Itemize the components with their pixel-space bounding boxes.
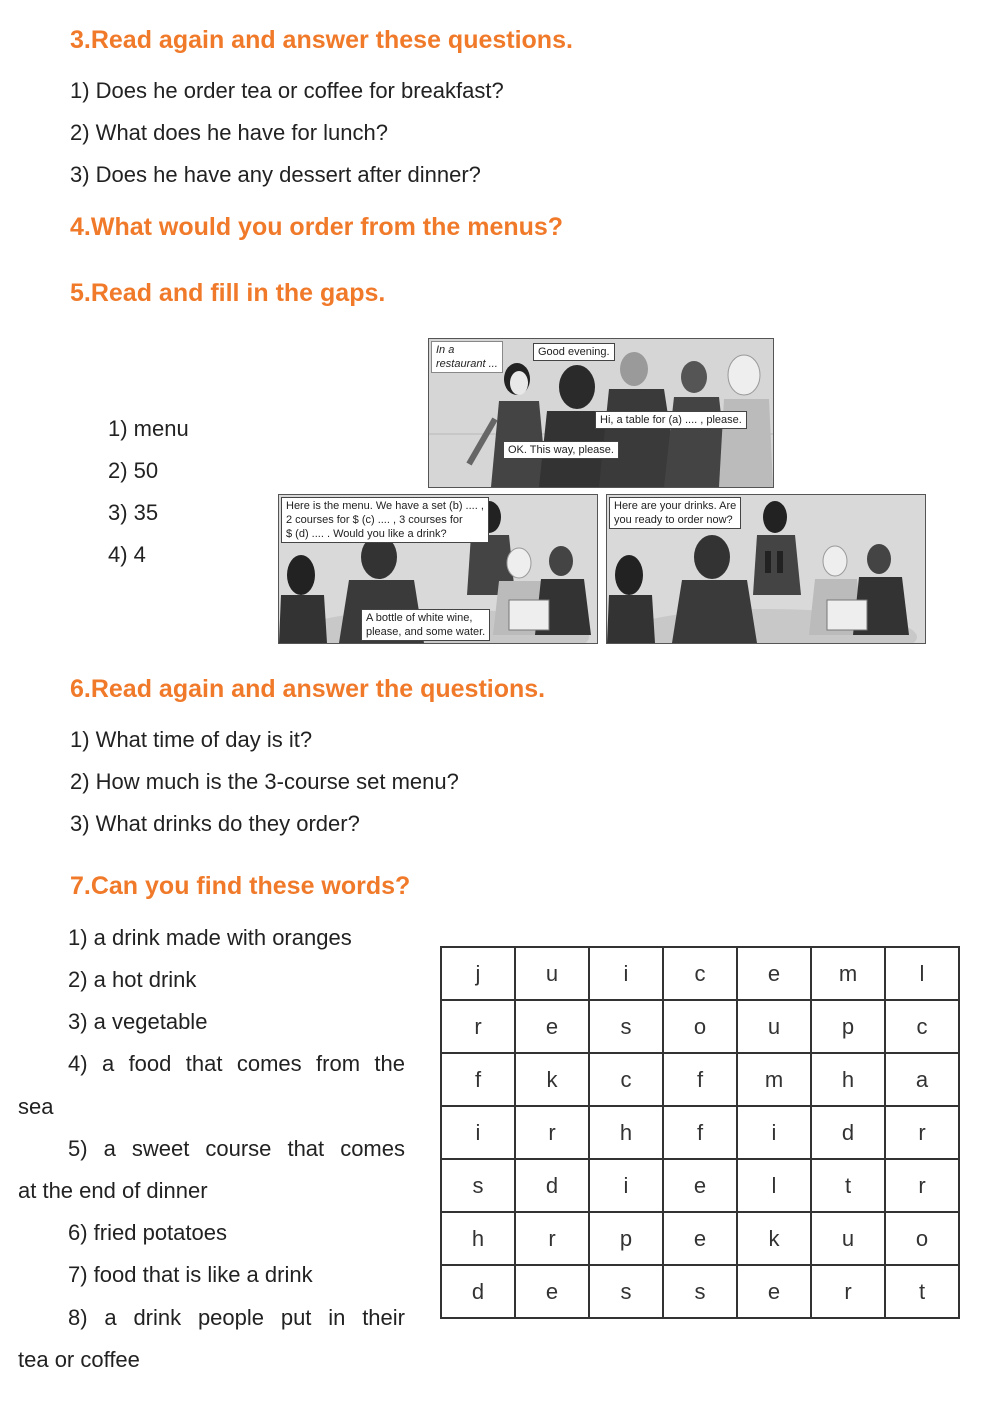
grid-cell[interactable]: u [515, 947, 589, 1000]
speech-bubble-greeting: Good evening. [533, 343, 615, 361]
comic-panel-2 [278, 494, 598, 644]
speech-bubble-table: Hi, a table for (a) .... , please. [595, 411, 747, 429]
grid-cell[interactable]: d [811, 1106, 885, 1159]
bubble-line: $ (d) .... . Would you like a drink? [286, 528, 447, 540]
grid-row [441, 1106, 959, 1159]
sec6-question-2: 2) How much is the 3-course set menu? [70, 769, 459, 794]
grid-cell[interactable]: r [515, 1106, 589, 1159]
grid-cell[interactable]: r [811, 1265, 885, 1318]
grid-cell[interactable]: c [663, 947, 737, 1000]
clue-4-continued: sea [18, 1094, 54, 1119]
word-search-grid [440, 946, 960, 1319]
grid-row [441, 1053, 959, 1106]
grid-cell[interactable]: i [737, 1106, 811, 1159]
grid-cell[interactable]: k [515, 1053, 589, 1106]
speech-bubble-ok: OK. This way, please. [503, 441, 619, 459]
grid-cell[interactable]: s [441, 1159, 515, 1212]
grid-row [441, 1000, 959, 1053]
grid-cell[interactable]: i [441, 1106, 515, 1159]
grid-cell[interactable]: e [515, 1000, 589, 1053]
grid-cell[interactable]: s [663, 1265, 737, 1318]
clue-6: 6) fried potatoes [68, 1220, 227, 1245]
grid-cell[interactable]: i [589, 947, 663, 1000]
clue-3: 3) a vegetable [68, 1009, 208, 1034]
option-4: 4) 4 [108, 542, 146, 567]
grid-cell[interactable]: t [885, 1265, 959, 1318]
grid-row [441, 1265, 959, 1318]
bubble-line: Here are your drinks. Are [614, 500, 737, 512]
bubble-line: A bottle of white wine, [366, 612, 473, 624]
caption-line: In a [436, 344, 455, 356]
grid-cell[interactable]: l [737, 1159, 811, 1212]
sec6-question-3: 3) What drinks do they order? [70, 811, 360, 836]
grid-cell[interactable]: c [589, 1053, 663, 1106]
grid-cell[interactable]: e [515, 1265, 589, 1318]
comic-panel-1 [428, 338, 774, 488]
grid-cell[interactable]: i [589, 1159, 663, 1212]
caption-line: restaurant ... [436, 358, 498, 370]
grid-cell[interactable]: e [737, 947, 811, 1000]
bubble-line: Here is the menu. We have a set (b) .... , [286, 500, 484, 512]
section-3-heading: 3.Read again and answer these questions. [70, 26, 573, 54]
clue-7: 7) food that is like a drink [68, 1262, 313, 1287]
grid-cell[interactable]: t [811, 1159, 885, 1212]
grid-cell[interactable]: e [737, 1265, 811, 1318]
grid-cell[interactable]: r [515, 1212, 589, 1265]
clue-8: 8) a drink people put in their [68, 1305, 405, 1330]
grid-cell[interactable]: h [811, 1053, 885, 1106]
option-2: 2) 50 [108, 458, 159, 483]
grid-cell[interactable]: f [663, 1053, 737, 1106]
grid-cell[interactable]: f [663, 1106, 737, 1159]
grid-cell[interactable]: e [663, 1159, 737, 1212]
bubble-line: you ready to order now? [614, 514, 733, 526]
section-6-heading: 6.Read again and answer the questions. [70, 675, 546, 703]
bubble-line: please, and some water. [366, 626, 486, 638]
grid-row [441, 1212, 959, 1265]
grid-cell[interactable]: d [515, 1159, 589, 1212]
speech-bubble-drinks [609, 497, 741, 529]
grid-cell[interactable]: l [885, 947, 959, 1000]
section-5-heading: 5.Read and fill in the gaps. [70, 279, 386, 307]
clue-8-continued: tea or coffee [18, 1347, 140, 1372]
clue-5: 5) a sweet course that comes [68, 1136, 405, 1161]
clue-4: 4) a food that comes from the [68, 1051, 405, 1076]
speech-bubble-menu [281, 497, 489, 543]
grid-cell[interactable]: h [441, 1212, 515, 1265]
grid-cell[interactable]: p [811, 1000, 885, 1053]
sec6-question-1: 1) What time of day is it? [70, 727, 313, 752]
sec3-question-2: 2) What does he have for lunch? [70, 120, 388, 145]
grid-cell[interactable]: h [589, 1106, 663, 1159]
grid-cell[interactable]: e [663, 1212, 737, 1265]
grid-cell[interactable]: c [885, 1000, 959, 1053]
grid-cell[interactable]: u [811, 1212, 885, 1265]
option-1: 1) menu [108, 416, 189, 441]
sec3-question-3: 3) Does he have any dessert after dinner? [70, 162, 481, 187]
clue-1: 1) a drink made with oranges [68, 925, 352, 950]
section-4-heading: 4.What would you order from the menus? [70, 213, 564, 241]
comic-panel-3 [606, 494, 926, 644]
grid-cell[interactable]: r [885, 1106, 959, 1159]
grid-cell[interactable]: m [811, 947, 885, 1000]
grid-cell[interactable]: s [589, 1265, 663, 1318]
speech-bubble-wine [361, 609, 490, 641]
option-3: 3) 35 [108, 500, 159, 525]
grid-cell[interactable]: m [737, 1053, 811, 1106]
grid-cell[interactable]: k [737, 1212, 811, 1265]
bubble-line: 2 courses for $ (c) .... , 3 courses for [286, 514, 463, 526]
grid-row [441, 947, 959, 1000]
grid-cell[interactable]: r [885, 1159, 959, 1212]
grid-cell[interactable]: d [441, 1265, 515, 1318]
clue-5-continued: at the end of dinner [18, 1178, 208, 1203]
section-7-heading: 7.Can you find these words? [70, 872, 411, 900]
grid-cell[interactable]: u [737, 1000, 811, 1053]
grid-cell[interactable]: a [885, 1053, 959, 1106]
sec3-question-1: 1) Does he order tea or coffee for breakfast? [70, 78, 504, 103]
grid-cell[interactable]: r [441, 1000, 515, 1053]
grid-cell[interactable]: j [441, 947, 515, 1000]
grid-cell[interactable]: s [589, 1000, 663, 1053]
grid-row [441, 1159, 959, 1212]
grid-cell[interactable]: p [589, 1212, 663, 1265]
clue-2: 2) a hot drink [68, 967, 197, 992]
grid-cell[interactable]: o [663, 1000, 737, 1053]
grid-cell[interactable]: f [441, 1053, 515, 1106]
grid-cell[interactable]: o [885, 1212, 959, 1265]
panel-1-caption [431, 341, 503, 373]
